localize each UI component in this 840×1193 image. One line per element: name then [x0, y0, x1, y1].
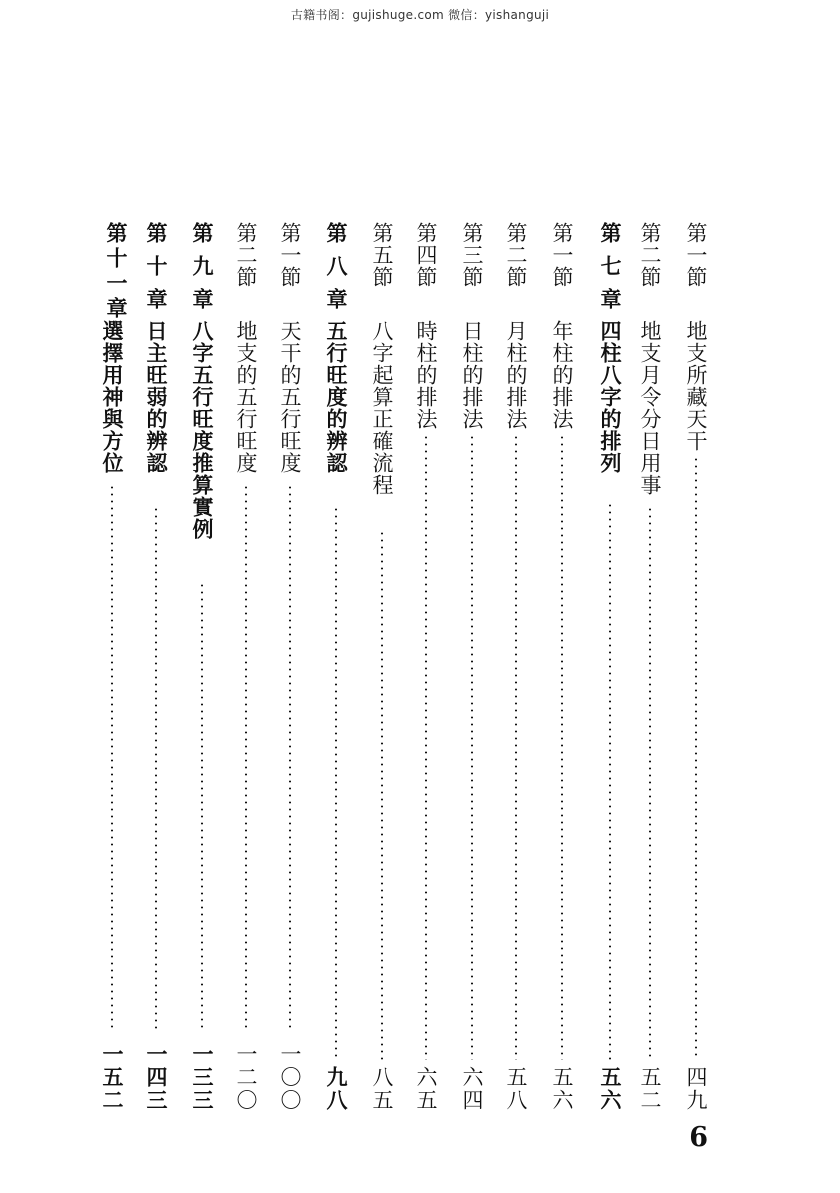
- toc-entry-section[interactable]: [362, 222, 402, 1112]
- entry-label: 第二節: [234, 222, 258, 288]
- entry-title: 地支月令分日用事: [638, 320, 662, 496]
- dot-leader: [649, 506, 651, 1060]
- entry-title: 日柱的排法: [460, 320, 484, 430]
- toc-entry-section[interactable]: [496, 222, 536, 1112]
- entry-label: 第四節: [414, 222, 438, 288]
- entry-label: 第八章: [324, 222, 349, 321]
- entry-page: 一五二: [100, 1043, 125, 1112]
- dot-leader: [381, 530, 383, 1060]
- entry-title: 地支所藏天干: [684, 320, 708, 452]
- dot-leader: [425, 434, 427, 1060]
- toc-entry-section[interactable]: [270, 222, 310, 1112]
- entry-title: 日主旺弱的辨認: [144, 320, 169, 474]
- dot-leader: [609, 502, 611, 1060]
- entry-label: 第一節: [684, 222, 708, 288]
- toc-entry-chapter[interactable]: [92, 222, 136, 1112]
- toc-entry-section[interactable]: [676, 222, 716, 1112]
- dot-leader: [201, 582, 203, 1030]
- entry-page: 五六: [550, 1066, 574, 1112]
- toc-entry-chapter[interactable]: [182, 222, 222, 1112]
- entry-label: 第一節: [550, 222, 574, 288]
- dot-leader: [335, 506, 337, 1060]
- entry-page: 五二: [638, 1066, 662, 1112]
- entry-page: 一〇〇: [278, 1043, 302, 1112]
- entry-title: 四柱八字的排列: [598, 320, 623, 474]
- dot-leader: [155, 506, 157, 1030]
- entry-title: 月柱的排法: [504, 320, 528, 430]
- entry-title: 天干的五行旺度: [278, 320, 302, 474]
- entry-label: 第七章: [598, 222, 623, 321]
- entry-label: 第三節: [460, 222, 484, 288]
- entry-page: 六四: [460, 1066, 484, 1112]
- entry-label: 第九章: [190, 222, 215, 321]
- entry-page: 一四三: [144, 1043, 169, 1112]
- toc-entry-chapter[interactable]: [136, 222, 176, 1112]
- toc-entry-section[interactable]: [630, 222, 670, 1112]
- entry-label: 第十一章: [104, 222, 129, 322]
- dot-leader: [245, 484, 247, 1030]
- entry-title: 八字起算正確流程: [370, 320, 394, 496]
- entry-label: 第二節: [638, 222, 662, 288]
- entry-title: 年柱的排法: [550, 320, 574, 430]
- entry-page: 八五: [370, 1066, 394, 1112]
- entry-page: 四九: [684, 1066, 708, 1112]
- entry-label: 第十章: [144, 222, 169, 321]
- dot-leader: [695, 456, 697, 1060]
- dot-leader: [561, 434, 563, 1060]
- entry-page: 一二〇: [234, 1043, 258, 1112]
- entry-page: 五六: [598, 1066, 623, 1112]
- entry-title: 時柱的排法: [414, 320, 438, 430]
- entry-title: 五行旺度的辨認: [324, 320, 349, 474]
- entry-label: 第一節: [278, 222, 302, 288]
- entry-page: 一三三: [190, 1043, 215, 1112]
- toc-entry-chapter[interactable]: [590, 222, 630, 1112]
- toc-entry-section[interactable]: [542, 222, 582, 1112]
- entry-page: 六五: [414, 1066, 438, 1112]
- toc-entry-section[interactable]: [406, 222, 446, 1112]
- toc-entry-section[interactable]: [226, 222, 266, 1112]
- entry-page: 九八: [324, 1066, 349, 1112]
- toc-entry-section[interactable]: [452, 222, 492, 1112]
- entry-title: 八字五行旺度推算實例: [190, 320, 215, 540]
- watermark: 古籍书阁：gujishuge.com 微信：yishanguji: [290, 8, 550, 22]
- dot-leader: [111, 484, 113, 1030]
- entry-label: 第二節: [504, 222, 528, 288]
- toc-entry-chapter[interactable]: [316, 222, 356, 1112]
- dot-leader: [515, 434, 517, 1060]
- entry-label: 第五節: [370, 222, 394, 288]
- dot-leader: [471, 434, 473, 1060]
- page-number: 6: [689, 1122, 708, 1153]
- entry-title: 選擇用神與方位: [100, 320, 125, 474]
- entry-title: 地支的五行旺度: [234, 320, 258, 474]
- dot-leader: [289, 484, 291, 1030]
- entry-page: 五八: [504, 1066, 528, 1112]
